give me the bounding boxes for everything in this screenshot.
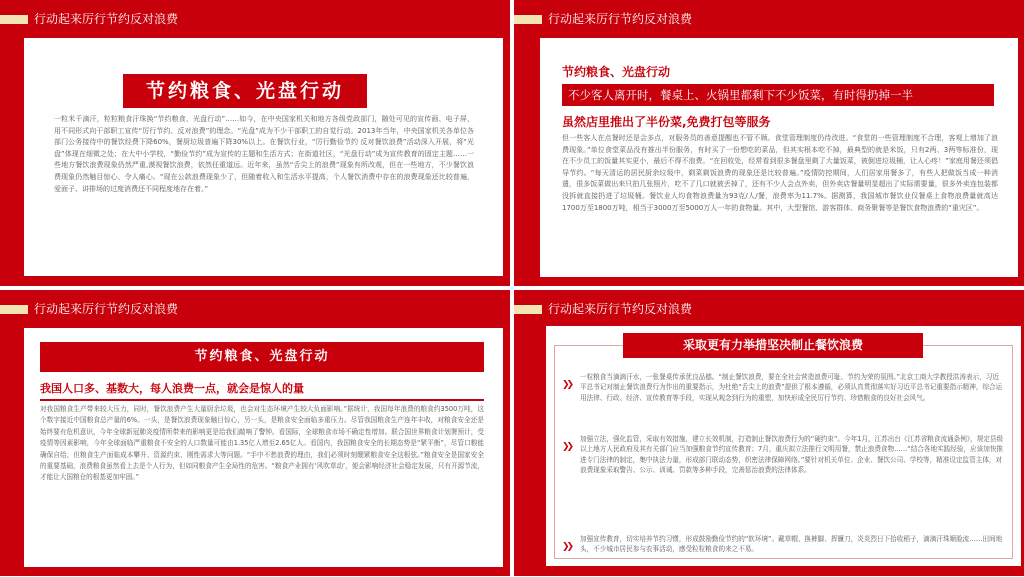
subtitle-underline xyxy=(40,399,484,401)
double-chevron-right-icon: ❯❯ xyxy=(562,542,572,552)
body-paragraph: 一粒米千滴汗，粒粒粮食汗珠换“节约粮食、光盘行动”……如今，在中央国家机关和地方各级党政部门，随处可见的宣传画、电子屏，用不同形式向干部职工宣传“厉行节约、反对浪费”的理念。“光盘”成为不少干部职工的自觉行动。2013年当年，中央国家机关各单位各部门公务接待中的餐饮经费下降60%，餐厨垃圾普遍下降30%以上。在餐饮行业，“厉行勤俭节约 反对餐饮浪费”活动深入开展，将“光盘”体现在细微之处；在大中小学校，“勤俭节约”成为宣传的主题和生活方式；在街道社区，“光盘行动”成为宣传教育的固定主题……一些地方餐饮浪费现象仍然严重,漠视餐饮浪费，依然任重道远。近年来，虽然“舌尖上的浪费”现象有所改观，但在一些地方，不少餐饮浪费现象仍然触目惊心、令人痛心。“现在公款浪费现象少了，但随着收入和生活水平提高，个人餐饮消费中存在的浪费现象还比较普遍，爱面子、讲排场的过度消费还不同程度地存在着。” xyxy=(54,115,474,193)
slide-3[interactable] xyxy=(0,290,510,576)
list-item xyxy=(562,372,1005,403)
slide-header-title: 行动起来厉行节约反对浪费 xyxy=(34,12,179,26)
header-accent-bar xyxy=(514,15,542,24)
section-banner: 节约粮食、光盘行动 xyxy=(123,74,367,108)
content-panel xyxy=(540,38,1018,277)
double-chevron-right-icon: ❯❯ xyxy=(562,380,572,390)
slide-2[interactable] xyxy=(514,0,1024,286)
header-accent-bar xyxy=(0,15,28,24)
header-accent-bar xyxy=(514,305,542,314)
section-subtitle: 我国人口多、基数大，每人浪费一点，就会是惊人的量 xyxy=(40,382,304,395)
list-item-text: 加强宣传教育，切实培养节约习惯，形成鼓励勤俭节约的“软环境”。戴草帽、换裤脚、挥镰刀，炎炎烈日下拾收稻子，滴滴汗珠顺脸流……田间地头，不少城市居民参与农事活动，感受粒粒粮食的来之不易。 xyxy=(580,535,1003,554)
section-banner: 采取更有力举措坚决制止餐饮浪费 xyxy=(623,333,923,358)
section-banner: 节约粮食、光盘行动 xyxy=(40,342,484,372)
content-panel xyxy=(24,328,503,567)
slide-1[interactable] xyxy=(0,0,510,286)
slide-header-title: 行动起来厉行节约反对浪费 xyxy=(34,302,179,316)
slide-header-title: 行动起来厉行节约反对浪费 xyxy=(548,302,693,316)
slide-header xyxy=(514,290,1024,328)
content-panel xyxy=(24,38,503,276)
header-accent-bar xyxy=(0,305,28,314)
highlight-bar: 不少客人离开时，餐桌上、火锅里都剩下不少饭菜，有时得扔掉一半 xyxy=(562,84,994,106)
slide-header xyxy=(0,0,510,38)
list-item-text: 加强立法，强化监管，采取有效措施，建立长效机制，打造制止餐饮浪费行为的“硬约束”。今年1月，江苏出台《江苏省粮食流通条例》，规定县级以上地方人民政府及其有关部门应当加强粮食节约宣传教育；7月，重庆拟立法推行文明用餐，禁止浪费食物……“结合各地实践经验，应该加快推进专门法律的制定，集中执法力量，形成部门联动态势，织密法律保障网络。”要针对机关单位、企业、餐饮公司、学校等，精准设定监管主体，对浪费现象采取警告、公示、训诫、罚款等多种手段，完善惩治浪费的法律体系。 xyxy=(580,435,1004,475)
list-item xyxy=(562,434,1005,476)
list-item xyxy=(562,534,1005,555)
slide-header xyxy=(514,0,1024,38)
slide-4[interactable] xyxy=(514,290,1024,576)
section-subtitle: 虽然店里推出了半份菜,免费打包等服务 xyxy=(562,115,771,129)
list-item-text: 一粒粮食当滴滴汗水，一张餐桌传承优良品德。“制止餐饮浪费，要在全社会营造浪费可耻、节约为荣的氛围。”北京工商大学教授洪涛表示，习近平总书记对制止餐饮浪费行为作出的重要指示，为杜绝“舌尖上的浪费”提供了根本遵循，必须认真贯彻落实好习近平总书记重要指示精神，综合运用法律、行政、经济、宣传教育等手段，实现从观念到行为的重塑，加快形成全民厉行节约、珍惜粮食的良好社会风气。 xyxy=(580,373,1003,402)
section-title: 节约粮食、光盘行动 xyxy=(562,65,671,79)
slide-header xyxy=(0,290,510,328)
content-panel xyxy=(546,326,1021,566)
double-chevron-right-icon: ❯❯ xyxy=(562,442,572,452)
body-paragraph: 对我国粮食生产带来较大压力，同时，餐饮浪费产生大量厨余垃圾，也会对生态环境产生较大负面影响。”据统计，我国每年浪费的粮食约3500万吨，这个数字接近中国粮食总产量的6%。一头，是餐饮浪费现象触目惊心，另一头，是粮食安全面临多重压力。尽管我国粮食生产连年丰收，对粮食安全还是始终要有危机意识，今年全球新冠肺炎疫情所带来的影响更是给我们敲响了警钟。看国际，全球粮食市场不确定性增加。联合国世界粮食计划署预计，受疫情等因素影响，今年全球面临严重粮食不安全的人口数量可能由1.35亿人增至2.65亿人。看国内，我国粮食安全的长期态势是“紧平衡”，尽管口粮能确保自给，但粮食生产面临成本攀升、资源约束、刚性需求大等问题。“手中不愁浪费的理由，我们必须时刻绷紧粮食安全这根弦。”粮食安全是国家安全的重要基础，浪费粮食虽然看上去是个人行为，但如同粮食产生全局性的危害。“粮食产业拥有‘风吹草动’，便会影响经济社会稳定发展，只有开源节流，才能让大国粮仓的根基更加牢固。” xyxy=(40,405,484,482)
slide-header-title: 行动起来厉行节约反对浪费 xyxy=(548,12,693,26)
body-paragraph: 但一些客人在点餐时还是会多点，对服务员的善意提醒也不管不顾。食堂管理制度仍待改进。“食堂的一些管理制度不合理，客观上增加了浪费现象。”单位食堂菜品没有推出半份服务，有时买了一份想吃的菜品，但其实根本吃不掉，最典型的就是米饭，只有2两、3两等标准份，现在不少员工的饭量其实更小，最后不得不浪费。“在回收处，经常看到很多餐盘里剩了大量饭菜，被倒进垃圾桶，让人心疼！”家庭用餐还须倡导节约。“每天清运的居民厨余垃圾中，剩菜剩饭浪费的现象还是比较普遍。”疫情防控期间，人们居家用餐多了，有些人把做饭当成一种消遣，很多饭菜做出来只拍几张照片，吃不了几口就被丢掉了，还有不少人会点外卖，但外卖店餐量明显超出了实际需要量，很多外卖连包装都没拆就直接扔进了垃圾桶。餐饮业人均食物浪费量为93克/人/餐，浪费率为11.7%。据测算，我国城市餐饮业仅餐桌上食物浪费量就高达1700万至1800万吨，相当于3000万至5000万人一年的食物量。其中，大型餐馆、游客群体、商务聚餐等是餐饮食物浪费的“重灾区”。 xyxy=(562,134,998,212)
